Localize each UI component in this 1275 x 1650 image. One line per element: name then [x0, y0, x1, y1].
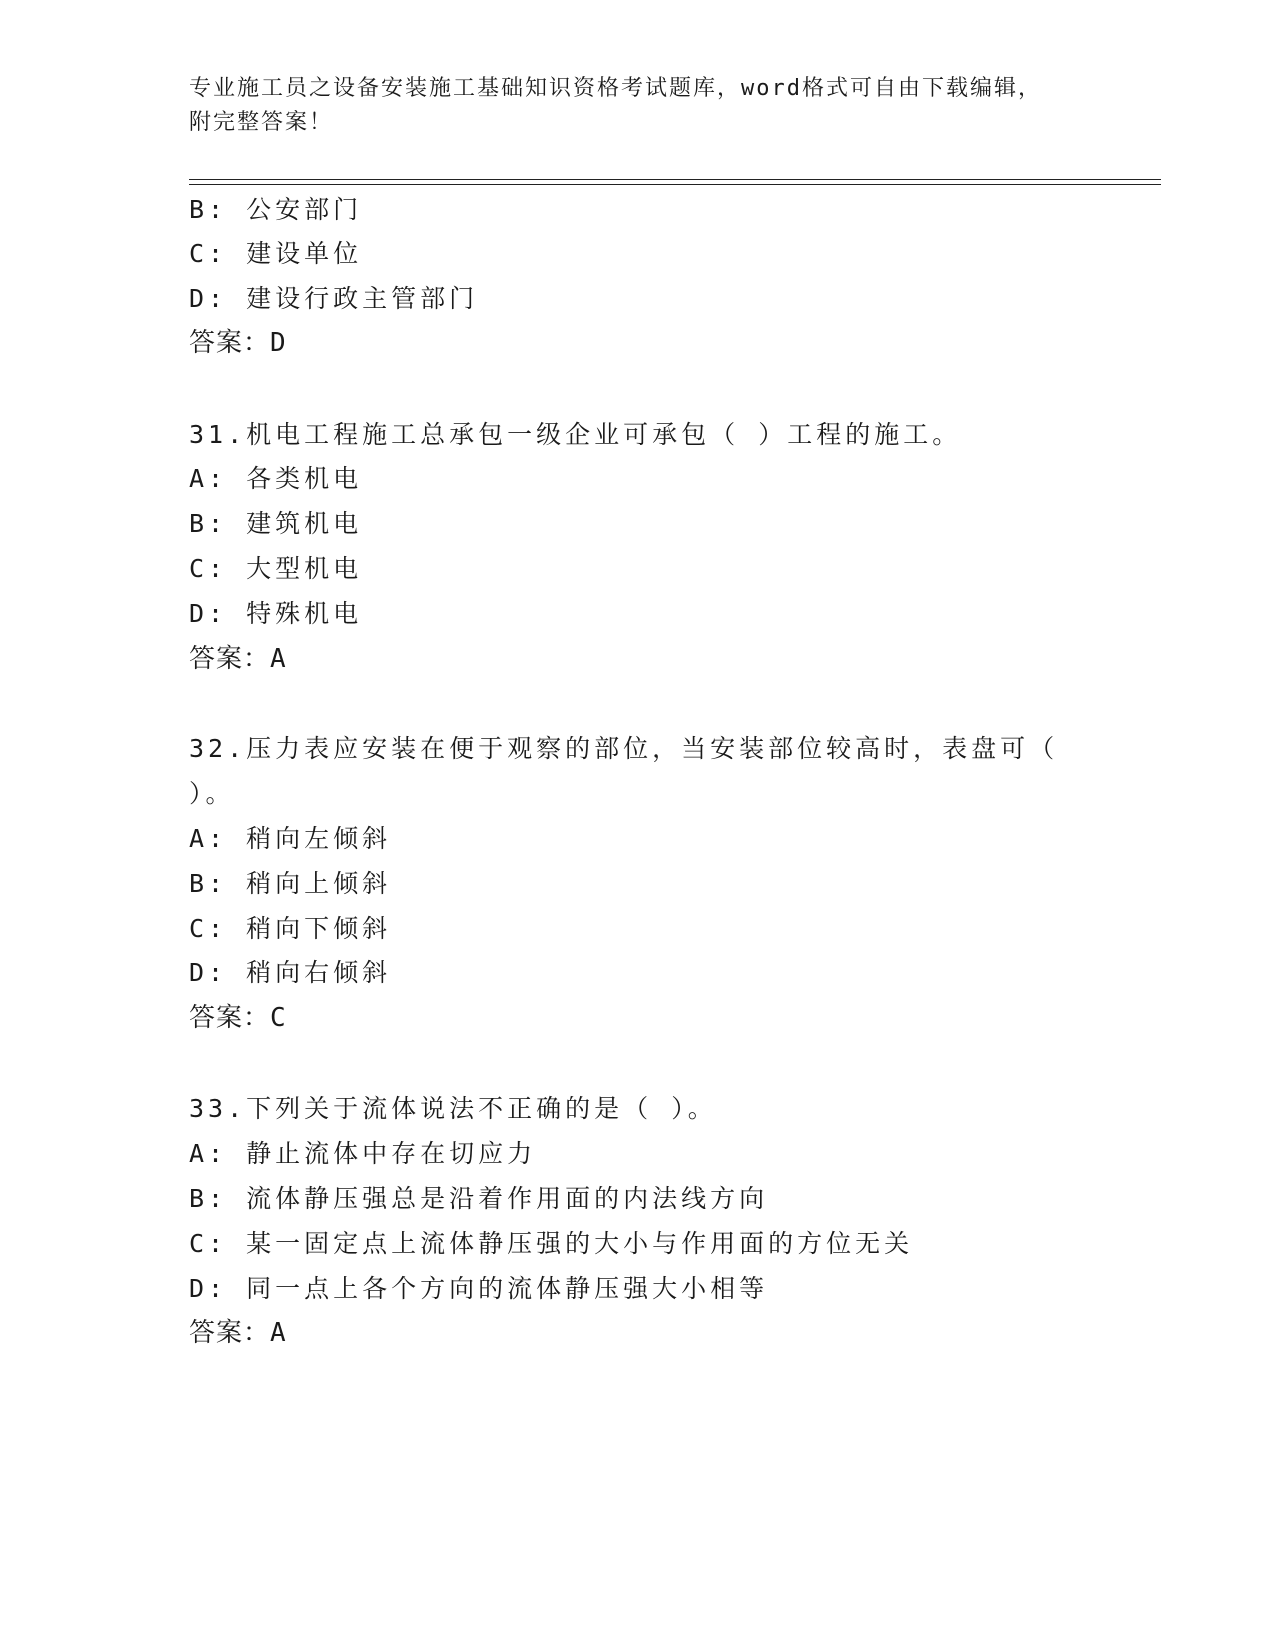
question-32-continued: ）。: [189, 779, 235, 808]
option-b: B: 流体静压强总是沿着作用面的内法线方向: [189, 1184, 769, 1213]
question-31: 31.机电工程施工总承包一级企业可承包（ ）工程的施工。: [189, 420, 962, 449]
option-a: A: 各类机电: [189, 464, 363, 493]
answer-line: 答案：D: [189, 328, 287, 358]
option-c: C: 某一固定点上流体静压强的大小与作用面的方位无关: [189, 1229, 914, 1258]
option-c: C: 大型机电: [189, 554, 363, 583]
option-a: A: 稍向左倾斜: [189, 824, 392, 853]
header-divider-top: [189, 179, 1161, 180]
option-d: D: 建设行政主管部门: [189, 284, 479, 313]
option-d: D: 同一点上各个方向的流体静压强大小相等: [189, 1274, 769, 1303]
option-b: B: 建筑机电: [189, 509, 363, 538]
answer-line: 答案：A: [189, 1318, 287, 1348]
answer-line: 答案：C: [189, 1003, 287, 1033]
header-line-2: 附完整答案！: [189, 110, 334, 135]
option-c: C: 建设单位: [189, 239, 363, 268]
question-32: 32.压力表应安装在便于观察的部位，当安装部位较高时，表盘可（: [189, 734, 1059, 763]
option-b: B: 公安部门: [189, 195, 363, 224]
page-header: [189, 72, 1089, 140]
answer-line: 答案：A: [189, 644, 287, 674]
option-d: D: 稍向右倾斜: [189, 958, 392, 987]
option-d: D: 特殊机电: [189, 599, 363, 628]
header-line-1: 专业施工员之设备安装施工基础知识资格考试题库，word格式可自由下载编辑，: [189, 76, 1042, 101]
option-a: A: 静止流体中存在切应力: [189, 1139, 537, 1168]
option-c: C: 稍向下倾斜: [189, 914, 392, 943]
option-b: B: 稍向上倾斜: [189, 869, 392, 898]
question-33: 33.下列关于流体说法不正确的是（ ）。: [189, 1094, 717, 1123]
header-divider-bottom: [189, 184, 1161, 185]
